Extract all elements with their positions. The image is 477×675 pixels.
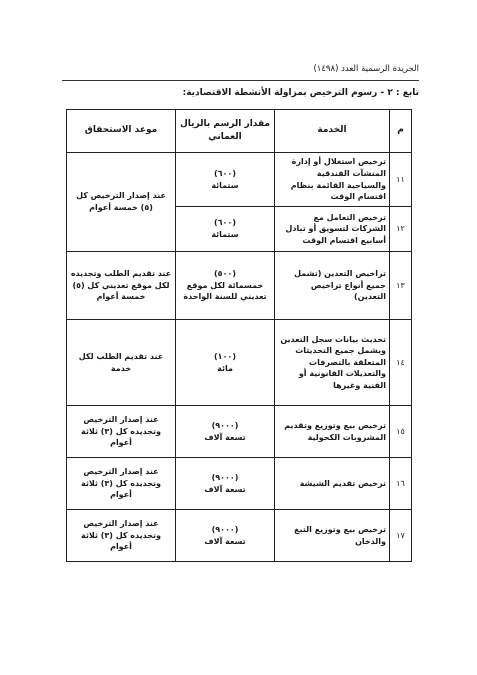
fee-number: (٥٠٠) (214, 269, 236, 279)
table-row (67, 252, 412, 320)
row-due: عند إصدار الترخيص وتجديده كل (٣) ثلاثة أعوام (67, 406, 176, 458)
row-num: ١٦ (390, 458, 412, 510)
fee-words: ستمائة (211, 180, 239, 190)
section-title: تابع : ٢ - رسوم الترخيص بمزاولة الأنشطة الاقتصادية: (182, 88, 419, 98)
table-row (67, 153, 412, 207)
row-service: تحديث بيانات سجل التعدين ويشمل جميع التحديثات المتعلقة بالتصرفات والتعديلات القانونية أو الفنية وغيرها (275, 320, 390, 406)
row-service: ترخيص بيع وتوزيع التبغ والدخان (275, 510, 390, 562)
header-divider (62, 80, 419, 81)
table-row (67, 406, 412, 458)
fee-words: تسعة آلاف (204, 432, 246, 442)
row-fee (176, 458, 275, 510)
row-due: عند إصدار الترخيص وتجديده كل (٣) ثلاثة أعوام (67, 510, 176, 562)
row-num: ١١ (390, 153, 412, 207)
fee-number: (١٠٠) (214, 351, 236, 361)
row-service: ترخيص بيع وتوزيع وتقديم المشروبات الكحولية (275, 406, 390, 458)
fee-number: (٩٠٠٠) (211, 524, 239, 534)
row-service: ترخيص التعامل مع الشركات لتسويق أو تبادل أسابيع اقتسام الوقت (275, 207, 390, 252)
row-due: عند تقديم الطلب وتجديده لكل موقع تعديني كل (٥) خمسة أعوام (67, 252, 176, 320)
row-due: عند تقديم الطلب لكل خدمة (67, 320, 176, 406)
row-num: ١٢ (390, 207, 412, 252)
row-service: ترخيص تقديم الشيشة (275, 458, 390, 510)
header-due: موعد الاستحقاق (67, 110, 176, 153)
row-fee (176, 252, 275, 320)
fee-number: (٩٠٠٠) (211, 472, 239, 482)
row-fee (176, 320, 275, 406)
row-num: ١٥ (390, 406, 412, 458)
fee-number: (٩٠٠٠) (211, 420, 239, 430)
table-header-row (67, 110, 412, 153)
fee-words: تسعة آلاف (204, 484, 246, 494)
fee-words: تسعة آلاف (204, 536, 246, 546)
row-service: ترخيص استغلال أو إدارة المنشآت الفندقية والسياحية القائمة بنظام اقتسام الوقت (275, 153, 390, 207)
fee-words: خمسمائة لكل موقع تعديني للسنة الواحدة (183, 280, 267, 302)
gazette-header: الجريدة الرسمية العدد (١٤٩٨) (313, 64, 419, 74)
header-num: م (390, 110, 412, 153)
row-num: ١٧ (390, 510, 412, 562)
fee-number: (٦٠٠) (214, 168, 236, 178)
row-fee (176, 153, 275, 207)
row-num: ١٣ (390, 252, 412, 320)
row-num: ١٤ (390, 320, 412, 406)
fee-words: ستمائة (211, 230, 239, 239)
row-fee (176, 207, 275, 252)
fee-words: مائة (217, 363, 233, 373)
table-row (67, 458, 412, 510)
table-row (67, 320, 412, 406)
fee-number: (٦٠٠) (214, 218, 236, 228)
row-due: عند إصدار الترخيص وتجديده كل (٣) ثلاثة أعوام (67, 458, 176, 510)
row-fee (176, 406, 275, 458)
row-due: عند إصدار الترخيص كل (٥) خمسة أعوام (67, 153, 176, 252)
table-row (67, 510, 412, 562)
header-fee: مقدار الرسم بالريال العماني (176, 110, 275, 153)
header-service: الخدمة (275, 110, 390, 153)
row-service: تراخيص التعدين (تشمل جميع أنواع تراخيص التعدين) (275, 252, 390, 320)
fees-table (66, 109, 412, 562)
row-fee (176, 510, 275, 562)
